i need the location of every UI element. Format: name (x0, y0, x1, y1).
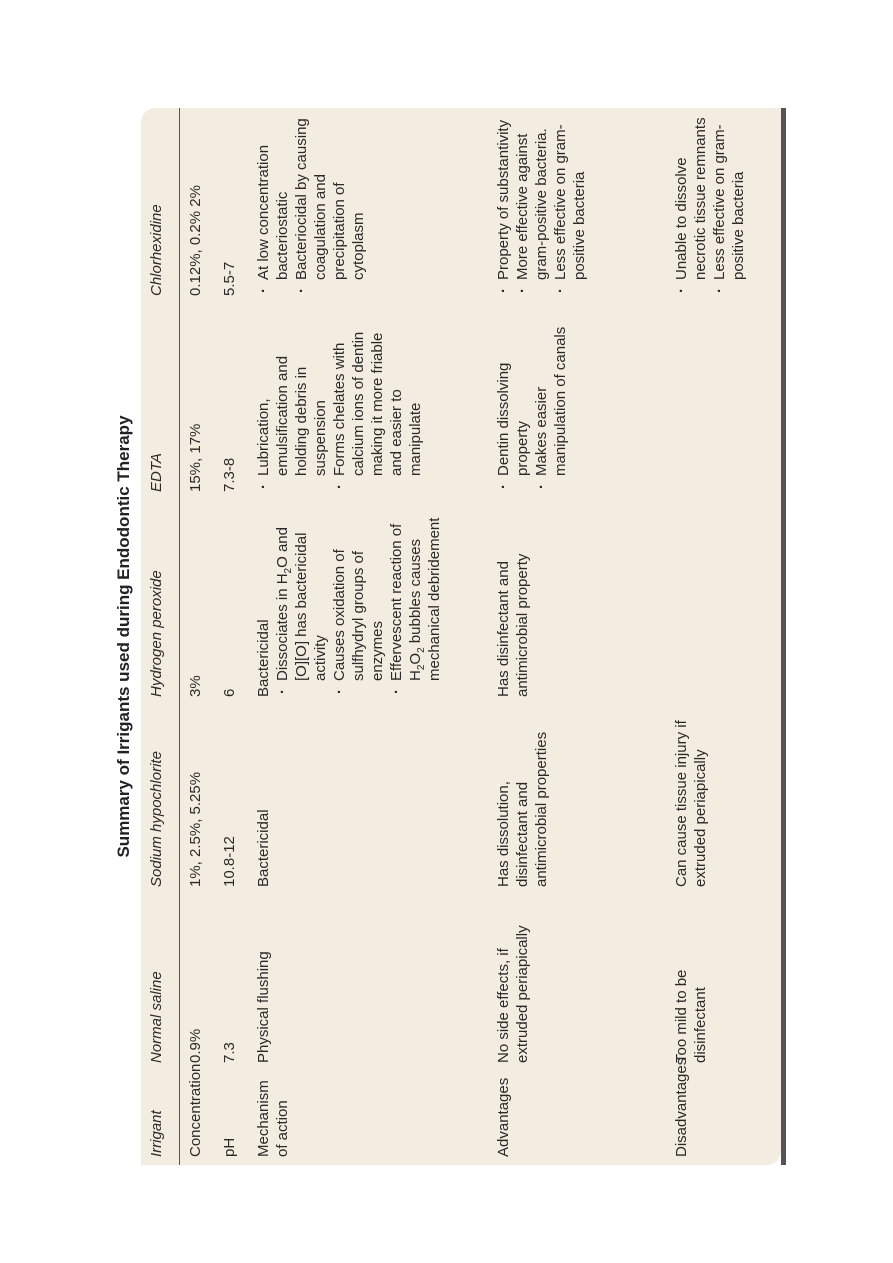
list-item (387, 508, 444, 697)
text: Effervescent reaction of H (387, 523, 424, 681)
subscript: 2 (415, 647, 427, 653)
cell-chlorhexidine-mechanism (248, 108, 488, 304)
cell-chlorhexidine-disadvantages (666, 108, 756, 304)
list-item: · Unable to dissolve necrotic tissue remnants (672, 116, 710, 296)
cell: Has dissolution, disinfectant and antimicrobial properties (494, 731, 550, 887)
cell: 10.8-12 (220, 836, 238, 887)
cell: 6 (220, 688, 238, 697)
list-item: · Causes oxidation of sulfhydryl groups of enzymes (330, 508, 387, 697)
bullet-list (254, 312, 425, 492)
col-header-sodium-hypochlorite: Sodium hypochlorite (141, 705, 180, 895)
cell-hydrogen-peroxide-mechanism (248, 500, 488, 705)
table-title: Summary of Irrigants used during Endodontic Therapy (114, 415, 133, 858)
cell-empty (666, 500, 756, 705)
col-header-irrigant: Irrigant (141, 1071, 180, 1165)
cell: Physical flushing (254, 951, 272, 1063)
cell: Bactericidal (254, 809, 272, 887)
col-header-edta: EDTA (141, 304, 180, 500)
header-row (141, 108, 180, 1165)
list-item: · Less effective on gram-positive bacteria (551, 116, 589, 296)
list-item: · Lubrication, emulsification and holding debris in suspension (254, 312, 330, 492)
text: O and [O][O] has bactericidal activity (273, 527, 329, 681)
table-bottom-rule (781, 108, 786, 1165)
bullet-list (672, 116, 748, 296)
subscript: 2 (282, 567, 294, 574)
list-item: · Makes easier manipulation of canals (532, 312, 570, 492)
text: Dissociates in H (273, 573, 291, 681)
row-label: Advantages (494, 1077, 512, 1157)
cell: 0.12%, 0.2% 2% (187, 185, 204, 296)
subscript: 2 (415, 664, 427, 671)
list-item (273, 508, 330, 697)
cell: 1%, 2.5%, 5.25% (187, 771, 204, 887)
col-header-normal-saline: Normal saline (141, 895, 180, 1071)
list-item: · Property of substantivity (494, 116, 513, 296)
cell-empty (666, 304, 756, 500)
cell: Can cause tissue injury if extruded periapically (672, 720, 709, 887)
row-label: Disadvantages (672, 1057, 690, 1157)
row-label: Mechanism of action (254, 1080, 291, 1157)
cell-intro: Bactericidal (254, 619, 272, 697)
table-row-advantages (488, 108, 666, 1165)
bullet-list (273, 508, 444, 697)
bullet-list (494, 116, 589, 296)
text: bubbles causes mechanical debridement (406, 517, 443, 681)
col-header-hydrogen-peroxide: Hydrogen peroxide (141, 500, 180, 705)
text: O (406, 652, 424, 665)
rotated-table-page (110, 108, 788, 1165)
cell: No side effects, if extruded periapically (494, 925, 531, 1063)
table-row-mechanism (248, 108, 488, 1165)
cell: Has disinfectant and antimicrobial property (494, 553, 531, 697)
cell-edta-mechanism (248, 304, 488, 500)
col-header-chlorhexidine: Chlorhexidine (141, 108, 180, 304)
cell: Too mild to be disinfectant (672, 969, 709, 1063)
table-row-disadvantages (666, 108, 756, 1165)
list-item: · Forms chelates with calcium ions of dentin making it more friable and easier to manipulate (330, 312, 425, 492)
cell: 0.9% (187, 1028, 204, 1063)
irrigants-table (141, 108, 756, 1165)
table-row-concentration (180, 108, 214, 1165)
cell-chlorhexidine-advantages (488, 108, 666, 304)
list-item: · Dentin dissolving property (494, 312, 532, 492)
cell: 7.3 (220, 1042, 238, 1063)
list-item: · At low concentration bacteriostatic (254, 116, 292, 296)
list-item: · More effective against gram-positive bacteria. (513, 116, 551, 296)
cell: 3% (187, 675, 204, 697)
cell: 5.5-7 (220, 261, 238, 296)
list-item: · Bacteriocidal by causing coagulation and precipitation of cytoplasm (292, 116, 368, 296)
row-label: Concentration (187, 1063, 204, 1157)
row-label: pH (220, 1137, 238, 1157)
cell: 15%, 17% (187, 423, 204, 492)
cell: 7.3-8 (220, 457, 238, 492)
bullet-list (254, 116, 368, 296)
cell-edta-advantages (488, 304, 666, 500)
bullet-list (494, 312, 570, 492)
table-row-ph (214, 108, 248, 1165)
list-item: · Less effective on gram-positive bacteria (710, 116, 748, 296)
